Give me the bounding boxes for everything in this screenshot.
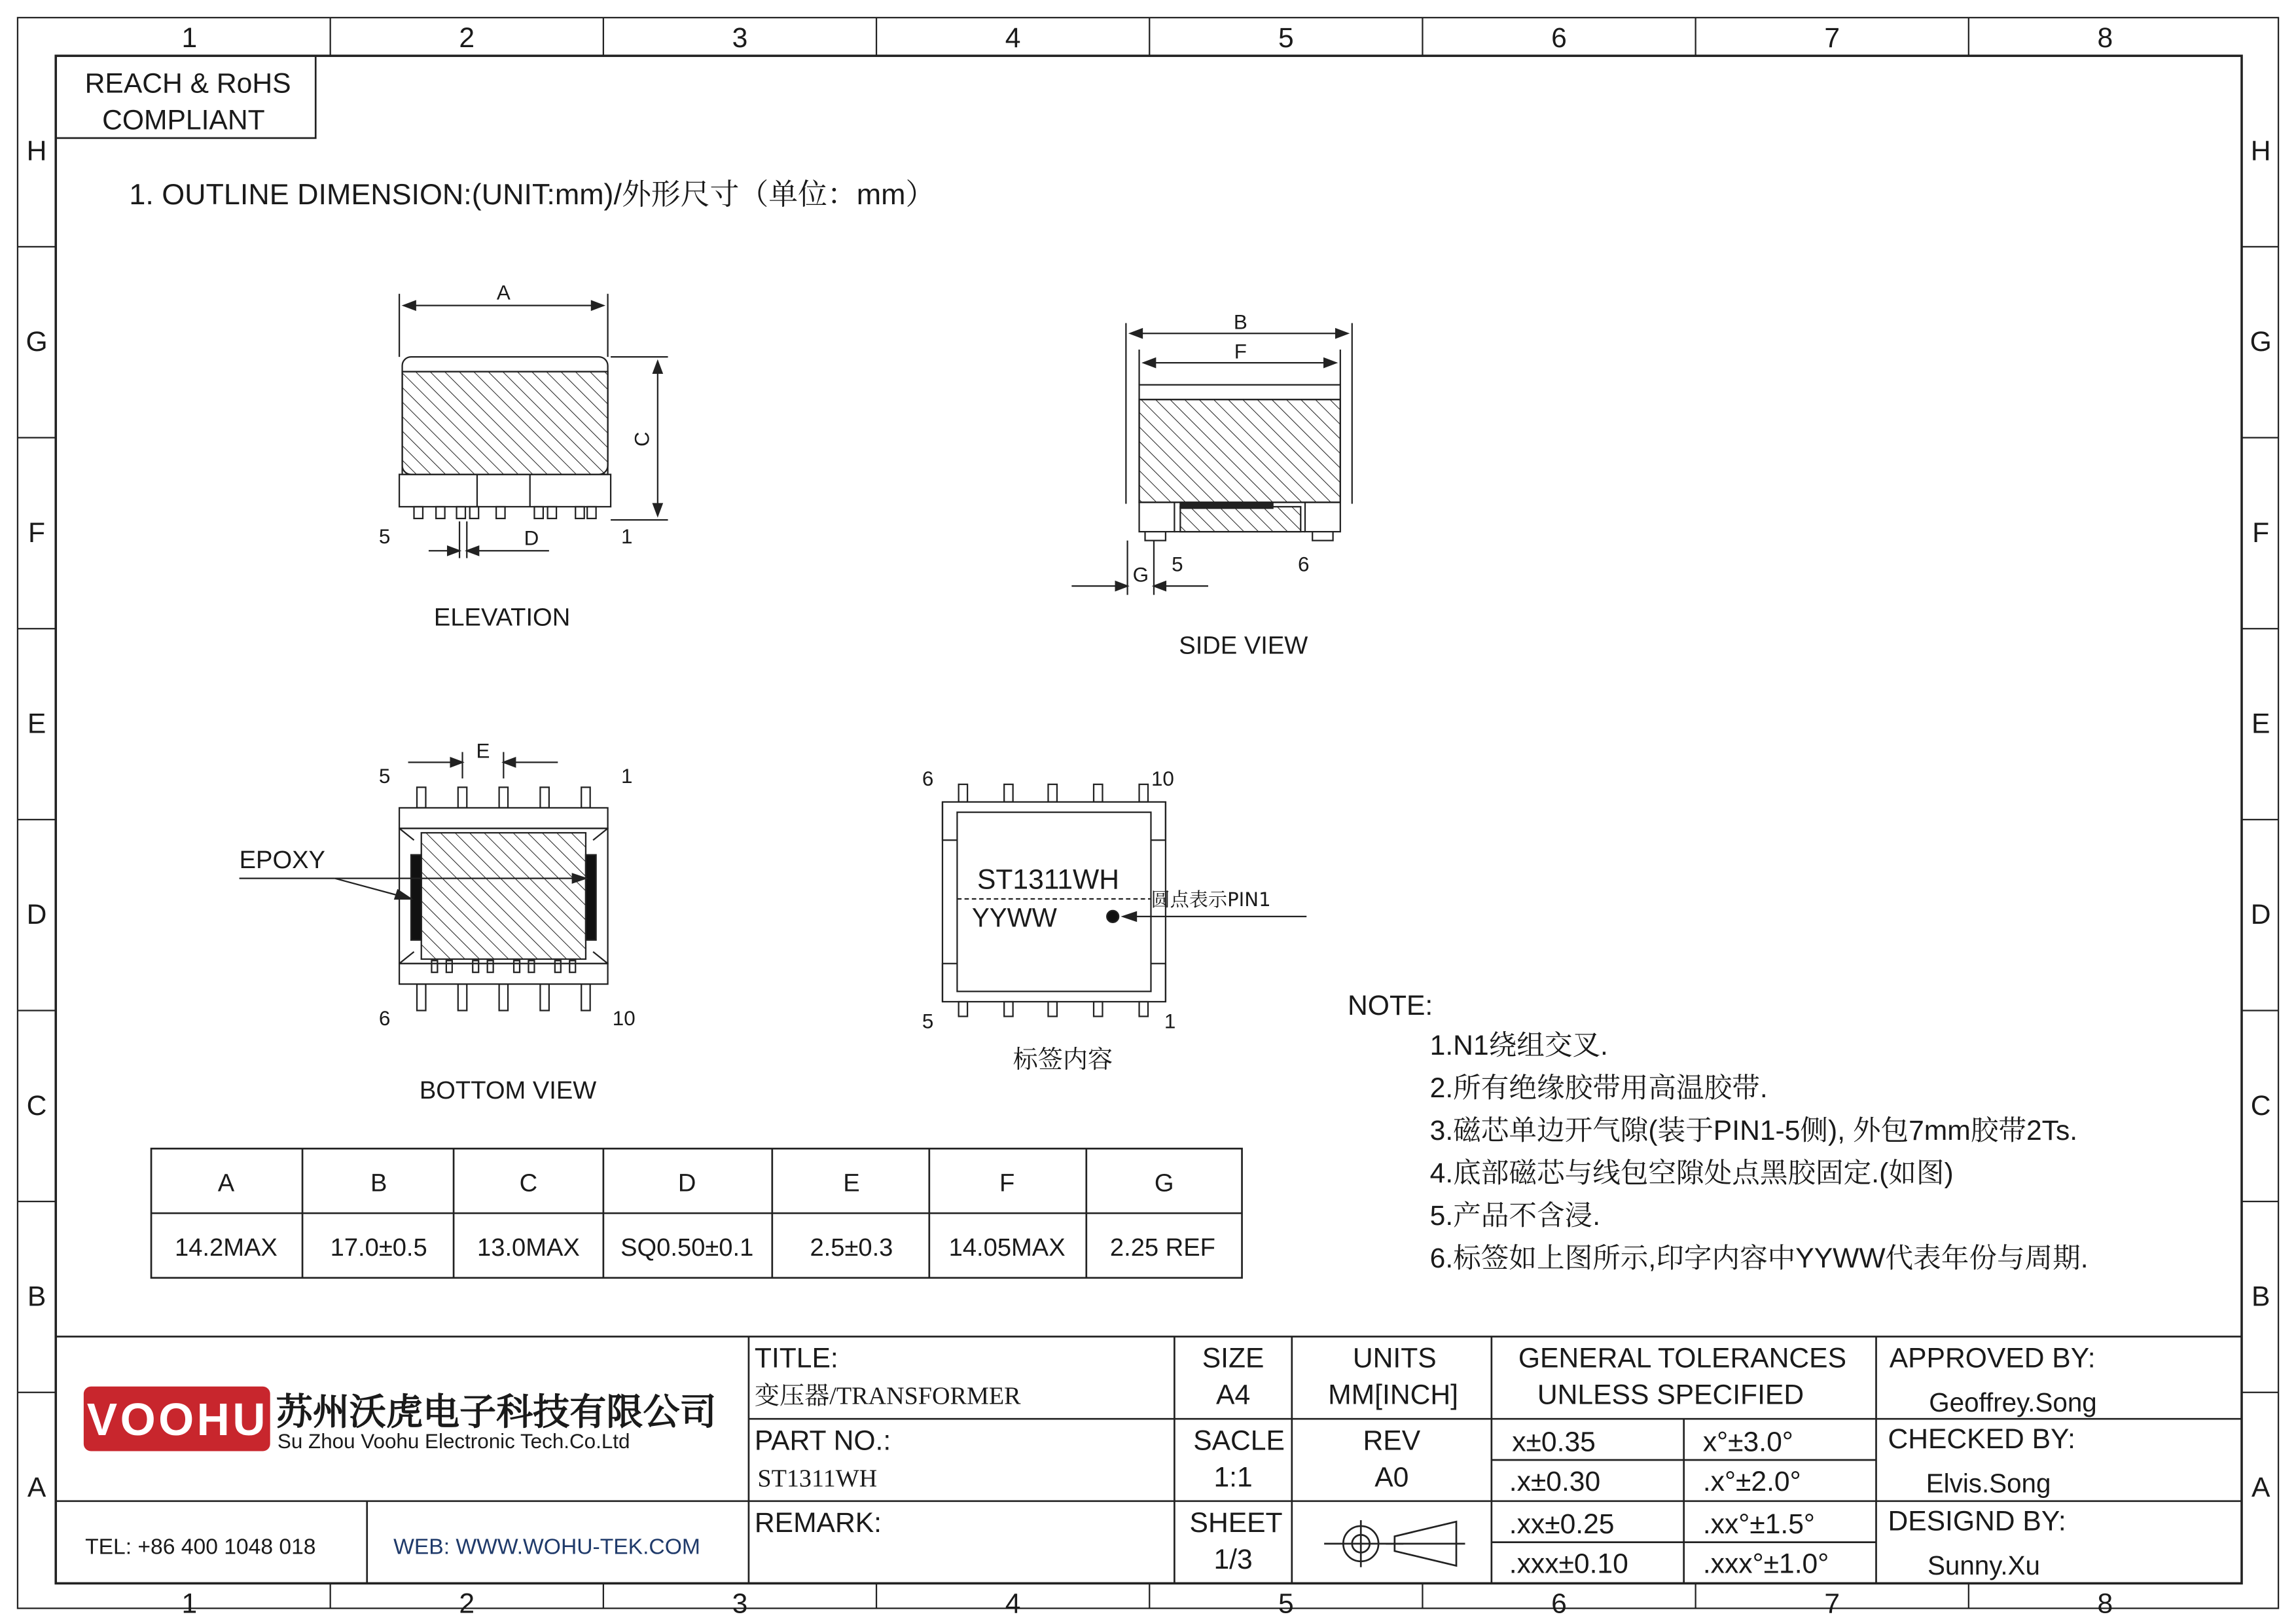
- notes-title: NOTE:: [1348, 990, 1433, 1022]
- compliance-box: [56, 56, 315, 138]
- sheet-value: 1/3: [1213, 1543, 1253, 1575]
- pin-label: 6: [922, 767, 934, 791]
- col-label: 3: [732, 1588, 748, 1620]
- tolerance-value: x±0.35: [1512, 1426, 1596, 1458]
- part-value: ST1311WH: [757, 1465, 878, 1493]
- col-label: 5: [1278, 1588, 1294, 1620]
- label-part-number: ST1311WH: [977, 864, 1119, 896]
- company-logo: [84, 1387, 270, 1451]
- dim-header: F: [999, 1169, 1015, 1197]
- dim-e-label: E: [476, 739, 490, 763]
- row-label: H: [26, 135, 47, 167]
- pin-label: 6: [1298, 553, 1310, 576]
- tel-text: TEL: +86 400 1048 018: [85, 1535, 316, 1559]
- tolerance-label-1: GENERAL TOLERANCES: [1518, 1342, 1847, 1374]
- rev-value: A0: [1374, 1461, 1409, 1493]
- col-label: 4: [1005, 1588, 1021, 1620]
- dim-value: SQ0.50±0.1: [620, 1233, 754, 1262]
- dimension-table-text: [175, 1169, 1215, 1262]
- pin-label: 5: [378, 525, 391, 549]
- units-value: MM[INCH]: [1328, 1379, 1458, 1411]
- dim-value: 17.0±0.5: [330, 1233, 427, 1262]
- col-label: 7: [1824, 1588, 1840, 1620]
- dim-header: A: [217, 1169, 235, 1197]
- title-value: 变压器/TRANSFORMER: [754, 1382, 1021, 1410]
- scale-value: 1:1: [1213, 1461, 1253, 1493]
- row-label: F: [28, 517, 46, 549]
- designed-value: Sunny.Xu: [1928, 1550, 2041, 1580]
- compliance-line1: REACH & RoHS: [84, 67, 291, 100]
- tolerance-value: x°±3.0°: [1702, 1426, 1793, 1458]
- tolerance-value: .xx±0.25: [1509, 1508, 1615, 1541]
- pin1-note: 圆点表示PIN1: [1151, 888, 1271, 911]
- tolerance-label-2: UNLESS SPECIFIED: [1537, 1379, 1804, 1411]
- tolerance-value: .xxx°±1.0°: [1702, 1548, 1829, 1580]
- dim-header: C: [519, 1169, 538, 1197]
- tolerance-value: .xx°±1.5°: [1702, 1508, 1815, 1541]
- bottom-view-caption: BOTTOM VIEW: [419, 1076, 597, 1105]
- col-label: 8: [2097, 22, 2113, 54]
- row-label: A: [27, 1472, 46, 1504]
- note-item: 5.产品不含浸.: [1429, 1200, 1601, 1232]
- dim-g-label: G: [1132, 563, 1149, 587]
- row-label: D: [2250, 899, 2271, 931]
- bottom-view: [240, 752, 608, 1011]
- dim-c-label: C: [630, 431, 654, 447]
- tolerance-value: .x±0.30: [1509, 1466, 1601, 1498]
- row-label: B: [2251, 1281, 2270, 1313]
- approved-value: Geoffrey.Song: [1929, 1387, 2097, 1417]
- pin-label: 5: [1172, 553, 1183, 576]
- label-view-labels: [922, 767, 1176, 1032]
- col-label: 1: [181, 1588, 198, 1620]
- company-name-cn: 苏州沃虎电子科技有限公司: [276, 1391, 717, 1434]
- row-label: B: [27, 1281, 46, 1313]
- pin-label: 1: [621, 525, 633, 549]
- row-label: C: [26, 1089, 47, 1122]
- label-view-caption: 标签内容: [1013, 1044, 1113, 1074]
- pin-label: 6: [378, 1006, 391, 1030]
- dim-f-label: F: [1234, 340, 1247, 363]
- epoxy-label: EPOXY: [239, 845, 325, 874]
- side-view-caption: SIDE VIEW: [1179, 631, 1308, 660]
- part-label: PART NO.:: [754, 1425, 891, 1457]
- dim-header: G: [1154, 1169, 1174, 1197]
- size-label: SIZE: [1202, 1342, 1265, 1374]
- pin-label: 10: [612, 1006, 636, 1030]
- projection-symbol-icon: [1324, 1520, 1465, 1567]
- dim-value: 2.25 REF: [1109, 1233, 1215, 1262]
- checked-label: CHECKED BY:: [1888, 1423, 2075, 1455]
- rev-label: REV: [1363, 1425, 1421, 1457]
- pin-label: 10: [1151, 767, 1174, 791]
- notes: [1348, 990, 2089, 1274]
- pin-label: 5: [378, 764, 391, 788]
- size-value: A4: [1216, 1379, 1251, 1411]
- approved-label: APPROVED BY:: [1889, 1342, 2096, 1374]
- elevation-caption: ELEVATION: [433, 603, 571, 632]
- row-label: G: [2250, 326, 2272, 358]
- dim-value: 13.0MAX: [477, 1233, 580, 1262]
- dim-header: D: [677, 1169, 696, 1197]
- units-label: UNITS: [1352, 1342, 1437, 1374]
- note-item: 3.磁芯单边开气隙(装于PIN1-5侧), 外包7mm胶带2Ts.: [1429, 1114, 2078, 1146]
- row-label: A: [2251, 1472, 2270, 1504]
- note-item: 1.N1绕组交叉.: [1429, 1029, 1608, 1061]
- col-label: 3: [732, 22, 748, 54]
- dim-b-label: B: [1233, 310, 1247, 334]
- outline-heading: 1. OUTLINE DIMENSION:(UNIT:mm)/外形尺寸（单位：mm）: [129, 177, 935, 211]
- compliance-line2: COMPLIANT: [102, 104, 265, 136]
- row-label: C: [2250, 1089, 2271, 1122]
- row-label: E: [2251, 708, 2270, 740]
- checked-value: Elvis.Song: [1926, 1468, 2051, 1499]
- tolerance-value: .x°±2.0°: [1702, 1466, 1801, 1498]
- pin-label: 1: [1164, 1010, 1176, 1033]
- pin-label: 1: [621, 764, 633, 788]
- dim-d-label: D: [524, 526, 539, 550]
- col-label: 8: [2097, 1588, 2113, 1620]
- row-label: F: [2252, 517, 2270, 549]
- col-label: 7: [1824, 22, 1840, 54]
- pin-label: 5: [922, 1010, 934, 1033]
- remark-label: REMARK:: [754, 1506, 882, 1539]
- company-name-en: Su Zhou Voohu Electronic Tech.Co.Ltd: [277, 1430, 630, 1453]
- dim-header: B: [370, 1169, 387, 1197]
- tolerance-value: .xxx±0.10: [1509, 1548, 1628, 1580]
- designed-label: DESIGND BY:: [1888, 1505, 2066, 1537]
- border-labels: [26, 22, 2271, 1620]
- col-label: 2: [459, 22, 475, 54]
- logo-text: VOOHU: [86, 1393, 269, 1445]
- row-label: G: [26, 326, 48, 358]
- dim-a-label: A: [496, 281, 511, 304]
- title-block-text: [755, 1343, 2097, 1580]
- note-item: 4.底部磁芯与线包空隙处点黑胶固定.(如图): [1429, 1157, 1954, 1189]
- col-label: 6: [1551, 1588, 1567, 1620]
- note-item: 6.标签如上图所示,印字内容中YYWW代表年份与周期.: [1429, 1243, 2089, 1275]
- dim-value: 2.5±0.3: [810, 1233, 893, 1262]
- row-label: D: [26, 899, 47, 931]
- col-label: 4: [1005, 22, 1021, 54]
- dim-header: E: [843, 1169, 860, 1197]
- note-item: 2.所有绝缘胶带用高温胶带.: [1429, 1072, 1768, 1104]
- elevation-view: [399, 294, 668, 558]
- col-label: 6: [1551, 22, 1567, 54]
- col-label: 2: [459, 1588, 475, 1620]
- col-label: 5: [1278, 22, 1294, 54]
- sheet-label: SHEET: [1189, 1506, 1283, 1539]
- title-label: TITLE:: [754, 1342, 838, 1374]
- web-text: WEB: WWW.WOHU-TEK.COM: [393, 1535, 700, 1559]
- dim-value: 14.2MAX: [175, 1233, 278, 1262]
- col-label: 1: [181, 22, 198, 54]
- row-label: H: [2250, 135, 2271, 167]
- dim-value: 14.05MAX: [948, 1233, 1066, 1262]
- label-date-code: YYWW: [971, 902, 1057, 933]
- side-view: [1071, 323, 1352, 595]
- row-label: E: [27, 708, 46, 740]
- scale-label: SACLE: [1193, 1425, 1285, 1457]
